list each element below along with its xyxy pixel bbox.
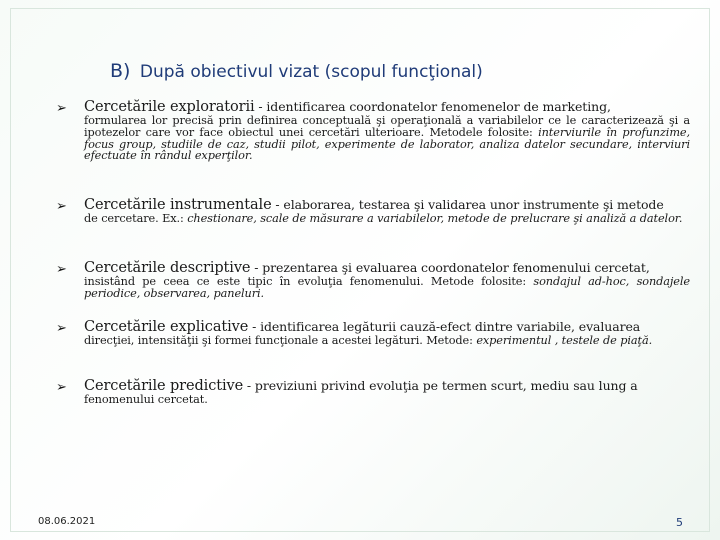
item-lead: Cercetările instrumentale xyxy=(84,197,272,213)
item-body xyxy=(84,394,690,406)
item-rest: - previziuni privind evoluţia pe termen scurt, mediu sau lung a xyxy=(243,378,638,393)
item-heading-line xyxy=(84,198,690,212)
item-descriptive xyxy=(56,261,690,300)
item-body-italic: chestionare, scale de măsurare a variabilelor, metode de prelucrare şi analiză a datelor. xyxy=(187,212,683,225)
item-lead: Cercetările explicative xyxy=(84,319,249,335)
page-number: 5 xyxy=(676,516,683,529)
item-rest: - prezentarea şi evaluarea coordonatelor fenomenului cercetat, xyxy=(250,260,650,275)
arrow-bullet-icon: ➢ xyxy=(56,262,67,277)
arrow-bullet-icon: ➢ xyxy=(56,101,67,116)
item-rest: - elaborarea, testarea şi validarea unor instrumente şi metode xyxy=(271,197,664,212)
arrow-bullet-icon: ➢ xyxy=(56,321,67,336)
item-body xyxy=(84,335,690,347)
item-body-plain: insistând pe ceea ce este tipic în evoluţia fenomenului. Metode folosite: xyxy=(84,275,534,288)
item-body-plain: de cercetare. Ex.: xyxy=(84,212,188,225)
item-rest: - identificarea legăturii cauză-efect dintre variabile, evaluarea xyxy=(248,319,641,334)
item-body-plain: fenomenului cercetat. xyxy=(84,393,208,406)
item-body-italic: interviurile în profunzime, focus group, studiile de caz, studii pilot, experimente de laborator, analiza datelor secundare, interviuri efectuate în rândul experţilor. xyxy=(84,125,691,163)
footer-date: 08.06.2021 xyxy=(38,516,96,527)
slide-title xyxy=(110,60,483,82)
item-explicative xyxy=(56,320,690,347)
arrow-bullet-icon: ➢ xyxy=(56,380,67,395)
item-body-italic: experimentul , testele de piaţă. xyxy=(476,334,653,347)
item-lead: Cercetările descriptive xyxy=(84,260,251,276)
item-predictive xyxy=(56,379,690,406)
item-instrumentale xyxy=(56,198,690,225)
title-prefix: B) xyxy=(110,60,131,82)
item-exploratorii xyxy=(56,100,690,162)
item-heading-line xyxy=(84,320,690,334)
item-body xyxy=(84,276,690,300)
item-heading-line xyxy=(84,379,690,393)
item-body-plain: direcţiei, intensităţii şi formei funcţionale a acestei legături. Metode: xyxy=(84,334,477,347)
title-text: După obiectivul vizat (scopul funcţional) xyxy=(139,62,483,82)
item-rest: - identificarea coordonatelor fenomenelor de marketing, xyxy=(254,99,611,114)
item-lead: Cercetările exploratorii xyxy=(84,99,255,115)
item-body-plain: formularea lor precisă prin definirea conceptuală şi operaţională a variabilelor ce le caracterizează şi a ipotezelor care vor face obiectul unei cercetări ulterioare. Metodele folosite: xyxy=(84,114,690,139)
item-heading-line xyxy=(84,261,690,275)
item-lead: Cercetările predictive xyxy=(84,378,244,394)
item-heading-line xyxy=(84,100,690,114)
item-body-italic: sondajul ad-hoc, sondajele periodice, observarea, paneluri. xyxy=(84,275,690,300)
arrow-bullet-icon: ➢ xyxy=(56,199,67,214)
item-body xyxy=(84,213,690,225)
item-body xyxy=(84,115,690,162)
